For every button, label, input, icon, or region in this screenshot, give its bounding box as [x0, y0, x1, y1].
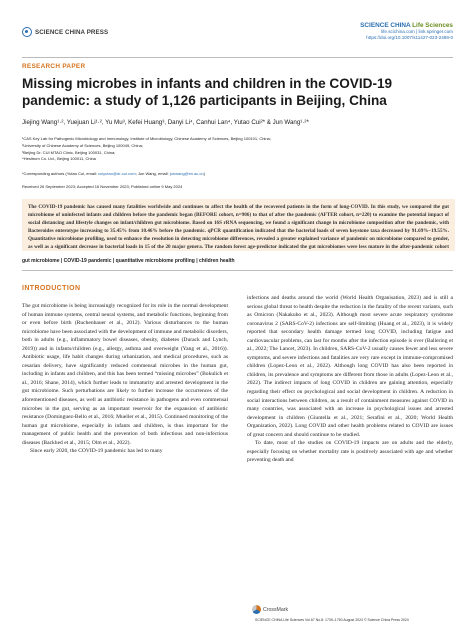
keywords-divider — [22, 270, 453, 271]
body-column-left — [22, 302, 228, 456]
article-type: RESEARCH PAPER — [22, 63, 86, 70]
article-title: Missing microbes in infants and children in the COVID-19 pandemic: a study of 1,126 participants in Beijing, China — [22, 76, 393, 108]
section-heading-introduction: INTRODUCTION — [22, 285, 81, 292]
affiliation-4: ⁴Hesitrum Co. Ltd., Beijing 100011, China — [22, 156, 96, 162]
publisher-logo-icon — [22, 27, 32, 37]
crossmark-label[interactable]: CrossMark — [263, 606, 289, 613]
author-list: Jiejing Wang¹·², Yuejuan Li¹·², Yu Mu³, Kefei Huang³, Danyi Li⁴, Canhui Lan⁴, Yutao Cui²* & Jun Wang¹·²* — [22, 119, 309, 126]
corresponding-prefix: *Corresponding authors (Yutao Cui, email: — [22, 171, 99, 176]
corresponding-authors — [22, 171, 452, 177]
paragraph: To date, most of the studies on COVID-19 impacts are on adults and the elderly, especially focusing on whether mortality rate is positively associated with age and whether preventing death and — [247, 440, 453, 464]
affiliation-2: ²University of Chinese Academy of Sciences, Beijing 100049, China; — [22, 142, 143, 148]
paragraph: infections and deaths around the world (World Health Organisation, 2023) and is still a serious global threat to health despite the reduction in the fatality of the recent variants, such as Omicron (Nakakubo et al., 2023). Although most severe acute respiratory syndrome coronavirus 2 (SARS-CoV-2) infections are self-limiting (Huang et al., 2023), it is widely reported that secondary health damage termed long COVID, including fatigue and cardiovascular problems, can last for months after the infection episode is over (Ballering et al., 2022; The Lancet, 2023). In children, SARS-CoV-2 usually causes fewer and less severe symptoms, and severe infections and fatalities are very rare except in immune-compromised children (Lopez-Leon et al., 2022). Although long COVID has also been reported in children, its prevalence and symptoms are different from those in adults (Lopez-Leon et al., 2022). The indirect impacts of long COVID in children are gaining attention, especially regarding their effect on psychological and social development in children. A reduction in social interactions between children, as a result of containment measures against COVID in many countries, was associated with an increase in psychological issues and arrested development in children (Giuntella et al., 2021; Serafini et al., 2020; World Health Organization, 2022). Long COVID and other health problems related to COVID are issues of great concern and should continue to be studied. — [247, 295, 453, 438]
page-header — [0, 0, 473, 58]
header-divider — [22, 57, 453, 58]
email-link-2[interactable]: junwang@im.ac.cn — [169, 171, 204, 176]
doi-link[interactable]: https://doi.org/10.1007/s11427-023-2488-0 — [366, 35, 453, 40]
journal-name: SCIENCE CHINA — [360, 22, 411, 29]
crossmark-badge[interactable] — [252, 605, 288, 614]
body-column-right — [247, 294, 453, 465]
journal-url-2[interactable]: link.springer.com — [418, 29, 453, 34]
keywords: gut microbiome | COVID-19 pandemic | quantitative microbiome profiling | children health — [22, 258, 235, 264]
journal-title — [360, 22, 453, 29]
abstract-box: The COVID-19 pandemic has caused many fatalities worldwide and continues to affect the health of the recovered patients in the form of long-COVID. In this study, we compared the gut microbiome of uninfected infants and children before the pandemic began (BEFORE cohort, n=906) to that of after the pandemic (AFTER cohort, n=220) to examine the potential impact of social distancing and lifestyle changes on infant/children gut microbiome. Based on 16S rRNA sequencing, we found a significant change in microbiome composition after the pandemic, with Bacteroides enterotype increasing to 35.45% from 10.46% before the pandemic. qPCR quantification indicated that the bacterial loads of seven keystone taxa decreased by 91.69%–19.55%. Quantitative microbiome profiling, used to enhance the resolution in detecting microbiome differences, revealed a greater explained variance of pandemic on microbiome compared to gender, as well as a significant decrease in bacterial loads in 15 of the 20 major genera. The random forest age-predictor indicated the gut microbiomes were less mature in the after-pandemic cohort — [22, 199, 455, 251]
corresponding-suffix: ) — [203, 171, 205, 176]
affiliations — [22, 136, 452, 163]
affiliation-1: ¹CAS Key Lab for Pathogenic Microbiology and Immunology, Institute of Microbiology, Chinese Academy of Sciences, Beijing 100101, China; — [22, 136, 271, 141]
footer-citation: SCIENCE CHINA Life Sciences Vol.67 No.8: 1739–1750 August 2024 © Science China Press 2024 — [255, 618, 409, 622]
journal-url-1[interactable]: life.scichina.com — [381, 29, 415, 34]
paragraph: Since early 2020, the COVID-19 pandemic has led to many — [30, 448, 163, 455]
crossmark-icon[interactable] — [252, 605, 261, 614]
paragraph: The gut microbiome is being increasingly recognized for its role in the normal development of human immune systems, central neural systems, and metabolic functions, beginning from or even before birth (Ruchenbauer et al., 2012). Various disturbances to the human microbiome have been associated with the development of immune and metabolic disorders, both in adults (e.g., inflammatory bowel diseases, obesity, diabetes (Durack and Lynch, 2019)) and in infants/children (e.g., allergy, asthma and overweight (Yang et al., 2016)). Antibiotic usage, life habit changes during urbanization, and medical procedures, such as cesarian delivery, have significantly reduced commensal microbes in the human gut, including in infants and children, and this has been termed “missing microbes” (Bokulich et al., 2016; Shane, 2014), which further leads to immaturity and arrested development in the gut microbiome. Such perturbations are likely to further increase the occurrences of the aforementioned diseases, as well as antibiotic resistance in pathogens and even commensal microbes in the gut, serving as an important reservoir for the expansion of antibiotic resistance (Dominguez-Bello et al., 2016; Mueller et al., 2015). Continued monitoring of the human gut microbiome, especially in infants and children, is thus important for the management of public health and the prevention of both infectious and non-infectious diseases (Backhed et al., 2015; Olm et al., 2022). — [22, 303, 228, 446]
affiliation-3: ³Beijing Dr. CUI MTAO Clinic, Beijing 100031, China; — [22, 149, 116, 155]
journal-subject: Life Sciences — [412, 22, 453, 29]
corresponding-mid: ; Jun Wang, email: — [135, 171, 170, 176]
publication-dates: Received 26 September 2023; Accepted 16 November 2023; Published online 9 May 2024 — [22, 184, 183, 189]
publisher-block — [22, 27, 108, 37]
publisher-name: SCIENCE CHINA PRESS — [35, 28, 109, 36]
journal-block — [360, 22, 453, 41]
email-link-1[interactable]: cuiyutao@dr-cui.com — [98, 171, 136, 176]
journal-urls[interactable]: life.scichina.com | link.springer.com — [381, 29, 453, 34]
